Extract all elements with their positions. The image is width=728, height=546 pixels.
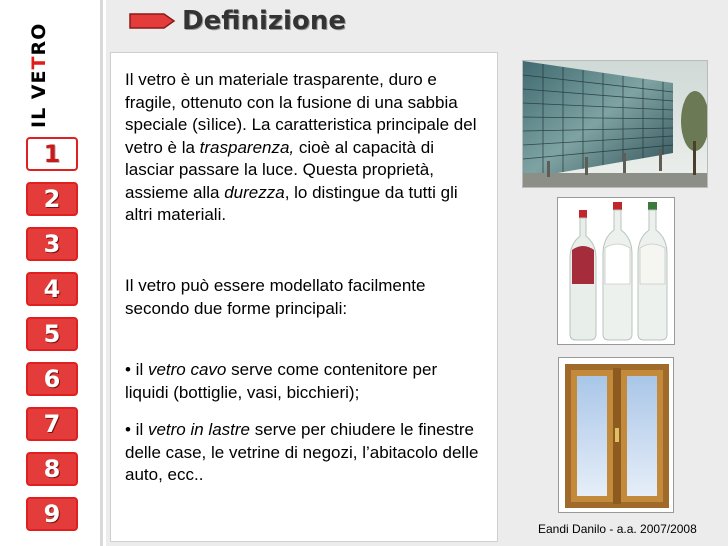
text-card xyxy=(110,52,498,542)
slide-heading xyxy=(128,4,346,38)
nav-button-7[interactable]: 7 xyxy=(26,407,78,441)
p1-text-e: , lo distingue da tutti gli altri materiali. xyxy=(125,182,458,224)
author-credit: Eandi Danilo - a.a. 2007/2008 xyxy=(538,522,697,536)
title-part-3: RO xyxy=(28,22,50,56)
glass-building-image xyxy=(522,60,708,188)
vertical-title xyxy=(26,0,54,128)
bullet-vetro-lastre xyxy=(125,419,485,487)
nav-button-4[interactable]: 4 xyxy=(26,272,78,306)
p1-text-c: cioè al capacità di lasciar passare la luce. Questa proprietà, assieme alla xyxy=(125,137,435,202)
p3-emphasis: vetro cavo xyxy=(147,360,227,379)
p1-emphasis-durezza: durezza xyxy=(224,182,285,202)
left-navigation xyxy=(0,0,104,546)
nav-button-8[interactable]: 8 xyxy=(26,452,78,486)
arrow-icon xyxy=(128,12,176,30)
nav-button-9[interactable]: 9 xyxy=(26,497,78,531)
bullet-vetro-cavo xyxy=(125,359,485,404)
title-part-1: IL VE xyxy=(28,69,50,128)
p3-bullet: • il xyxy=(125,360,148,379)
title-part-2: T xyxy=(28,55,50,70)
p4-text: serve per chiudere le finestre delle case, le vetrine di negozi, l’abitacolo delle auto, ecc.. xyxy=(125,420,479,484)
p4-emphasis: vetro in lastre xyxy=(147,420,250,439)
p1-emphasis-trasparenza: trasparenza, xyxy=(199,137,295,157)
nav-button-5[interactable]: 5 xyxy=(26,317,78,351)
p4-bullet: • il xyxy=(125,420,148,439)
forms-paragraph: Il vetro può essere modellato facilmente secondo due forme principali: xyxy=(125,276,426,318)
sidebar-divider xyxy=(100,0,103,546)
glass-window-image xyxy=(558,357,674,513)
nav-button-3[interactable]: 3 xyxy=(26,227,78,261)
nav-button-1[interactable]: 1 xyxy=(26,137,78,171)
nav-button-6[interactable]: 6 xyxy=(26,362,78,396)
p3-text: serve come contenitore per liquidi (bottiglie, vasi, bicchieri); xyxy=(125,360,438,402)
p1-text-a: Il vetro è un materiale trasparente, duro e fragile, ottenuto con la fusione di una sabbia speciale (sìlice). La caratteristica principale del vetro è la xyxy=(125,70,477,157)
nav-button-2[interactable]: 2 xyxy=(26,182,78,216)
glass-bottles-image xyxy=(557,197,675,345)
page-title: Definizione xyxy=(182,6,346,36)
definition-paragraph xyxy=(125,69,485,227)
